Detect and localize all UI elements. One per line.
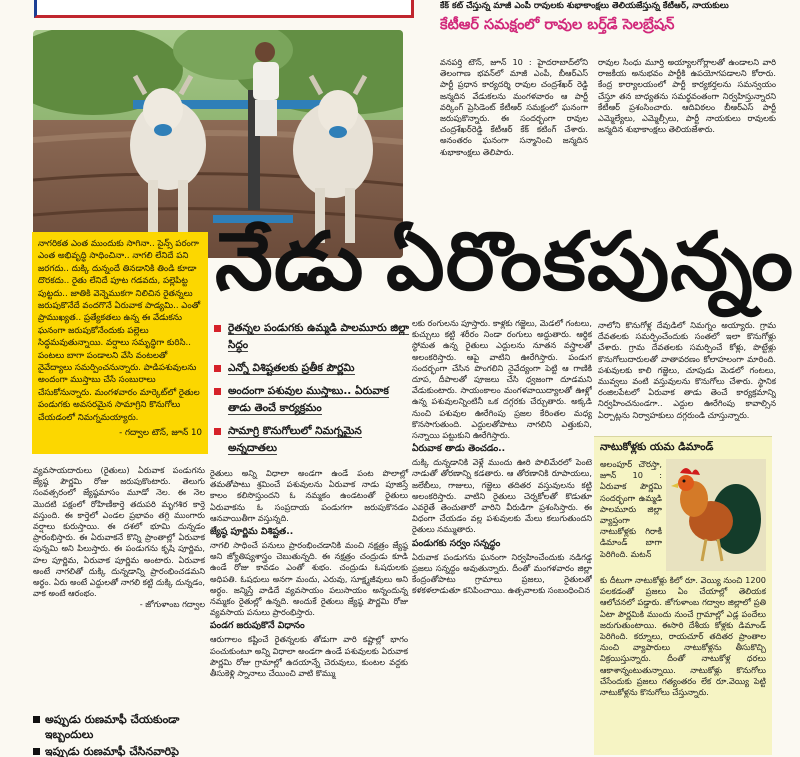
highlights-list xyxy=(212,320,414,463)
rooster-story-box xyxy=(594,436,772,755)
highlight-item: అందంగా పశువుల ముస్తాబు.. ఏరువాక తాడు తెంచే కార్యక్రమం xyxy=(212,383,414,417)
highlight-item: సామాగ్రి కొనుగోలులో నిమగ్నమైన అన్నదాతలు xyxy=(212,423,414,457)
sub-taadu: ఏరువాక తాడు తెంచడం.. xyxy=(412,443,506,455)
intro-text: నాగరికత ఎంత ముందుకు సాగినా.. సైన్స్ పరంగా ఎంత అభివృద్ధి సాధించినా.. నాగలి లేనిదే పని జరగదు.. దుక్కి దున్నందే తినడానికి తిండి కూడా దొరకదు.. రైతు లేనిదే పూట గడవదు, పల్లెపిట్ట పుట్టదు.. జాతికి వెన్నెముకగా నిలిచిన రైతన్నలు జరుపుకొనేదే వందగొనే ఏరువాక పాడ్యమి.. ఎంతో ప్రాముఖ్యత.. ప్రత్యేకతలు ఉన్న ఈ వేడుకను ఘనంగా జరుపుకోనేందుకు పల్లెలు సిద్ధమవుతున్నాయి. వర్షాలు సమృద్ధిగా కురిసి.. పంటలు బాగా పండాలని వేసి వంటలతో నైవేద్యాలు సమర్పించనున్నారు. పాడిపశువులను అందంగా ముస్తాబు చేసే సంబురాలు చేసుకోనున్నారు. మంగళవారం మార్కెట్‌లో రైతుల పండుగకు అవసరమైన సామాగ్రిని కొనుగోలు చేయడంలో నిమగ్నమయ్యారు. xyxy=(38,239,201,423)
side-story-column-1: వనపర్తి టౌన్, జూన్ 10 : హైదరాబాద్‌లోని తెలంగాణ భవన్‌లో మాజీ ఎంపీ, బీఆర్‌ఎస్ పార్టీ ప్రధాన కార్యదర్శి రావుల చంద్రశేఖర్ రెడ్డి జన్మదిన వేడుకలను మంగళవారం ఆ పార్టీ వర్కింగ్ ప్రెసిడెంట్ కేటీఆర్ సమక్షంలో ఘనంగా జరుపుకొన్నారు. ఈ సందర్భంగా రావుల చంద్రశేఖర్‌రెడ్డి కేటీఆర్ కేక్ కటింగ్ చేశారు. అనంతరం ఘనంగా సన్మానించి జన్మదిన శుభాకాంక్షలు తెలిపారు. xyxy=(440,57,588,157)
side-story-headline: కేటీఆర్ సమక్షంలో రావుల బర్త్‌డే సెలబ్రేషన్ xyxy=(440,17,675,33)
bottom-headline-2: ఇప్పుడు రుణమాఫీ చేసినవారిపై xyxy=(33,744,217,757)
column-3 xyxy=(412,318,592,757)
intro-highlight-box xyxy=(32,232,208,454)
left-column xyxy=(33,465,205,707)
highlight-item: ఎన్నో విశిష్టతలకు ప్రతీక పౌర్ణమి xyxy=(212,360,414,377)
column-3-mid: దుక్కి దున్నడానికి వెళ్లే ముందు ఊరి పొలిమేరలో పెంటె నాడుతో తోరణాన్ని కడతారు. ఆ తోరణానికి రూపాయలు, జలేబీలు, గాజులు, గజ్జెలు తదితర వస్తువులను కట్టి అలంకరిస్తారు. వాటిని రైతులు చెర్నకోలతో కొడుతూ ఎవరైతే తెంచుతారో వారిని వీరుడిగా ప్రశంసిస్తారు. ఈ విధంగా చేయడం వల్ల పశువులకు మేలు కలుగుతుందని రైతులు నమ్ముతారు. xyxy=(412,457,592,535)
rooster-photo xyxy=(666,459,766,571)
rooster-body: కు దీటుగా నాటుకోళ్లు కిలో రూ. వెయ్యి నుంచి 1200 పలకడంతో ప్రజలు ఏం చేయాల్లో తెలియక ఆలోచనలో పడ్డారు. జోగుళాంబ గద్వాల జిల్లాలో ప్రతి ఏటా పౌర్ణమికి ముందు నుంచే గ్రామాల్లో ఎడ్ల పందేలు జరుగుతుంటాయి. ఈసారి దేశీయ కోళ్లకు డిమాండ్ పెరిగింది. కర్నూలు, రాయచూర్ తదితర ప్రాంతాల నుంచి వ్యాపారులు నాటుకోళ్లను తీసుకొచ్చి విక్రయిస్తున్నారు. దీంతో నాటుకోళ్ల ధరలు ఆకాశాన్నంటుతున్నాయి. నాటుకోళ్లు కొనుగోలు చేసేందుకు ప్రజలు గత్యంతరం లేక రూ.వెయ్యి పెట్టి నాటుకోళ్లను కొనుగోలు చేస్తున్నారు. xyxy=(600,575,766,698)
highlight-item: రైతన్నల పండుగకు ఉమ్మడి పాలమూరు జిల్లా సిద్ధం xyxy=(212,320,414,354)
top-frame-border xyxy=(34,0,414,18)
left-column-text: వ్యవసాయదారులు (రైతులు) ఏరువాక పండుగను జ్యేష్ఠ పౌర్ణమి రోజు జరుపుకొంటారు. తెలుగు సంవత్సరంలో జ్యేష్ఠమాసం మూడో నెల. ఈ నెల మొదటి పక్షంలో రోహిణీకార్తె తదుపరి మృగశిర కార్తె వస్తుంది. ఈ కార్తెలో ఎండల ప్రభావం తగ్గి ముంగారు వర్షాలు కురుస్తాయి. ఈ దశలో భూమి దున్నడం ప్రారంభిస్తారు. ఈ ఏరువాకనే కొన్ని ప్రాంతాల్లో ఏరువాక పున్నమి అని పిలుస్తారు. ఈ పండుగను కృషి పూర్ణిమ, హల పూర్ణిమ, ఏరువాక పూర్ణిమ అంటారు. ఏరువాక అంటే నాగలితో దుక్కి దున్నడాన్ని ప్రారంభించడమని అర్థం. ఏరు అంటే ఎద్దులతో నాగలి కట్టి దుక్కి దున్నడం, వాక అంటే ఆరంభం. xyxy=(33,465,205,599)
column-4-top: నాలోని కొనుగోళ్ల దేవుడిలో నిమగ్నం అయ్యారు. గ్రామ దేవతలకు సమర్పించేందుకు సంతలో ఇలా కొనుగోళ్లు చేశారు. గ్రామ దేవతలకు సమర్పించే కోళ్లు, పొట్టేళ్లు కొనుగోలుదారులతో వాతావరణం కోలాహలంగా మారింది. పశువులకు కాలి గజ్జెలు, చూపుడు మెడలో గంటలు, మువ్వలు వంటి వస్తువులను కొనుగోలు చేశారు. స్థానిక రంజిలపేటలో ఏరువాక తాడు తెంచే కార్యక్రమాన్ని నిర్వహించనుండగా.. ఎద్దుల ఊరేగింపు కావాల్సిన ఏర్పాట్లను నిర్వాహకులు దగ్గరుండి చూస్తున్నారు. xyxy=(598,320,776,420)
middle-jyeshtha-text: నాగలి సాధించే పనులు ప్రారంభించడానికి మంచి నక్షత్రం జ్యేష్ఠ అని జ్యోతిష్యశాస్త్రం చెబుతున్నది. ఈ నక్షత్రం చంద్రుడు కూడి ఉండే రోజు కావడం ఎంతో శుభం. చంద్రుడు ఓషధులకు అధిపతి. ఓషధులు అనగా మందు, ఎరువు, సూక్ష్మజీవులు అని అర్థం. జన్మిస్తే వాడిదే వ్యవసాయం పలుసాయం అన్నందున్న నమ్మకం రైతుల్లో ఉన్నది. అందుకే రైతులు జ్యేష్ఠ పౌర్ణమి రోజు వ్యవసాయ పనులు ప్రారంభిస్తారు. xyxy=(210,540,408,618)
main-headline: నేడు ఏరొంకపున్నం xyxy=(215,219,795,307)
side-story-column-2: రావుల సింధు మూర్తి అయ్యాలగోర్లాలతో ఉండాలని వారి రాజకీయ అనుభవం పార్టీకి ఉపయోగపడాలని కోరారు. కేంద్ర కార్యాలయంలో పార్టీ కార్యకర్తలను సమన్వయం చేస్తూ తన బాధ్యతను సమర్థవంతంగా నిర్వహిస్తున్నారని కేటీఆర్ ప్రశంసించారు. ఆదివిఠలం బీఆర్‌ఎస్ పార్టీ ఎమ్మెల్యేలు, ఎమ్మెల్సీలు, పార్టీ నాయకులు రావులకు జన్మదిన శుభాకాంక్షలు తెలియజేశారు. xyxy=(598,57,776,135)
rooster-headline: నాటుకోళ్లకు యమ డిమాండ్ xyxy=(600,441,714,453)
middle-intro: రైతులు అన్ని విధాలా అండగా ఉండే పంట పొలాల్లో తమతోపాటు శ్రమించే పశువులను ఏరువాక నాడు పూజిస్తే కాలం కలిసొస్తుందని ఓ నమ్మకం ఉండటంతో రైతులు ఏరువాకను ఓ సంప్రదాయ పండుగగా జరుపుకొనడం ఆనవాయితీగా వస్తున్నది. xyxy=(210,468,408,523)
middle-column xyxy=(210,468,408,679)
middle-jarupukone-text: ఆరుగాలం కష్టించే రైతన్నలకు తోడుగా వారి కష్టాల్లో భాగం పంచుకుంటూ అన్ని విధాలా అండగా ఉండే పశువులకు ఏరువాక పౌర్ణమి రోజు గ్రామాల్లో ఉదయాన్నే చెరువులు, కుంటల వద్దకు తీసుకెళ్లి స్నానాలు చేయించి వాటి కొమ్ము xyxy=(210,634,408,679)
sub-sannaddham: పండుగకు సర్వం సన్నద్ధం xyxy=(412,537,501,549)
sub-jarupukone: పండగ జరుపుకొనే విధానం xyxy=(210,620,305,632)
sub-jyeshtha: జ్యేష్ఠ పూర్ణిమ విశిష్టత.. xyxy=(210,526,294,538)
bottom-headline: అప్పుడు రుణమాఫీ చేయకుండా ఇబ్బందులు xyxy=(33,712,217,742)
photo-caption-right: కేక్ కట్ చేస్తున్న మాజీ ఎంపీ రావులకు శుభాకాంక్షలు తెలియజేస్తున్న కేటీఆర్, నాయకులు xyxy=(440,1,729,11)
column-3-bottom: ఏరువాక పండుగను ఘనంగా నిర్వహించేందుకు నడిగడ్డ ప్రజలు సన్నద్ధం అవుతున్నారు. దీంతో మంగళవారం జిల్లా కేంద్రంతోపాటు గ్రామాలు ప్రజలు, రైతులతో కళకళలాడుతూ కనిపించాయి. ఉత్సవాలకు సంబంధించిన xyxy=(412,551,592,596)
intro-dateline: - గద్వాల టౌన్, జూన్ 10 xyxy=(119,428,202,439)
column-3-top: లకు రంగులను పూస్తారు. కాళ్లకు గజ్జెలు, మెడలో గంటలు, కుచ్చులు కట్టి శరీరం నిండా రంగులు అద్దుతారు. ఆర్థిక స్థోమత ఉన్న రైతులు ఎద్దులను నూతన వస్త్రాలతో అలంకరిస్తారు. ఆపై వాటిని ఊరేగిస్తారు. పండుగ సందర్భంగా చేసిన పొంగలిని నైవేద్యంగా పెట్టి ఆ గాణికి దూప, దీపాలతో పూజలు చేసి ధ్వజంగా దూడమని వేడుకుంటారు. సాయంకాలం మంగళవాయిద్యాలతో ఊళ్లో ఉన్న పశువులన్నింటినీ ఒక దగ్గరకు చేర్చుతారు. అక్కడి నుంచి పశువుల ఊరేగింపు ప్రజల కేరింతల మధ్య కొనసాగుతుంది. ఎద్దులతోపాటు నాగలిని ఎత్తుకుని, సన్నాయి పట్టుకుని ఊరేగిస్తారు. xyxy=(412,318,592,441)
left-column-dateline: - జోగుళాంబ గద్వాల xyxy=(139,599,205,610)
rooster-dateline: అలంపూర్ చౌరస్తా, జూన్ 10 : ఏరువాక పౌర్ణమి సందర్భంగా ఉమ్మడి పాలమూరు జిల్లా వ్యాప్తంగా నాటుకోళ్లకు గిరాకీ డిమాండ్ బాగా పెరిగింది. మటన్‌ xyxy=(600,459,662,559)
